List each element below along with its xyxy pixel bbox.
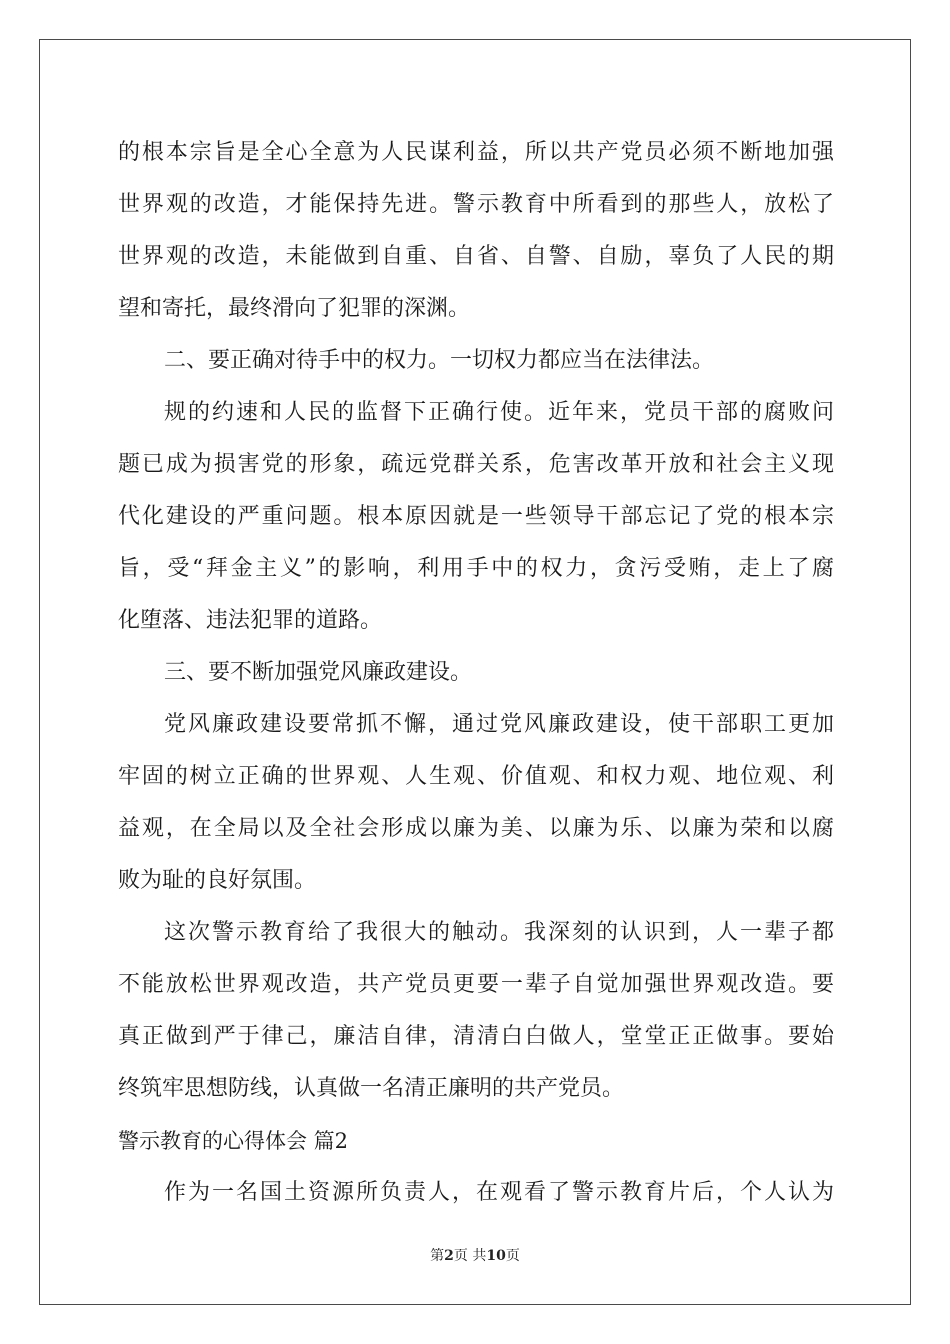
document-body: [118, 127, 834, 1219]
text-line: 代化建设的严重问题。根本原因就是一些领导干部忘记了党的根本宗: [118, 504, 834, 529]
footer-middle: 页 共: [453, 1248, 487, 1264]
text-line: 化堕落、违法犯罪的道路。: [118, 608, 383, 633]
text-line: 真正做到严于律己，廉洁自律，清清白白做人，堂堂正正做事。要始: [118, 1024, 834, 1049]
text-line: 不能放松世界观改造，共产党员更要一辈子自觉加强世界观改造。要: [118, 972, 834, 997]
text-line: 牢固的树立正确的世界观、人生观、价值观、和权力观、地位观、利: [118, 764, 834, 789]
text-line: 这次警示教育给了我很大的触动。我深刻的认识到，人一辈子都: [164, 920, 834, 945]
text-line: 题已成为损害党的形象，疏远党群关系，危害改革开放和社会主义现: [118, 452, 834, 477]
text-line: 规的约速和人民的监督下正确行使。近年来，党员干部的腐败问: [164, 400, 834, 425]
section-heading: 警示教育的心得体会 篇2: [118, 1129, 349, 1153]
text-line: 作为一名国土资源所负责人，在观看了警示教育片后，个人认为: [164, 1180, 834, 1205]
text-line: 望和寄托，最终滑向了犯罪的深渊。: [118, 296, 471, 321]
footer-current-page: 2: [444, 1248, 454, 1264]
footer-total-pages: 10: [486, 1248, 506, 1264]
text-line: 三、要不断加强党风廉政建设。: [164, 660, 473, 685]
page-footer: [0, 1245, 950, 1265]
text-line: 败为耻的良好氛围。: [118, 868, 317, 893]
text-line: 党风廉政建设要常抓不懈，通过党风廉政建设，使干部职工更加: [164, 712, 834, 737]
footer-suffix: 页: [505, 1248, 520, 1264]
text-line: 世界观的改造，才能保持先进。警示教育中所看到的那些人，放松了: [118, 192, 834, 217]
text-line: 益观，在全局以及全社会形成以廉为美、以廉为乐、以廉为荣和以腐: [118, 816, 834, 841]
text-line: 世界观的改造，未能做到自重、自省、自警、自励，辜负了人民的期: [118, 244, 834, 269]
text-line: 终筑牢思想防线，认真做一名清正廉明的共产党员。: [118, 1076, 625, 1101]
text-line: 二、要正确对待手中的权力。一切权力都应当在法律法。: [164, 348, 715, 373]
text-line: 旨，受“拜金主义”的影响，利用手中的权力，贪污受贿，走上了腐: [118, 556, 834, 581]
footer-prefix: 第: [430, 1248, 445, 1264]
text-line: 的根本宗旨是全心全意为人民谋利益，所以共产党员必须不断地加强: [118, 140, 834, 165]
